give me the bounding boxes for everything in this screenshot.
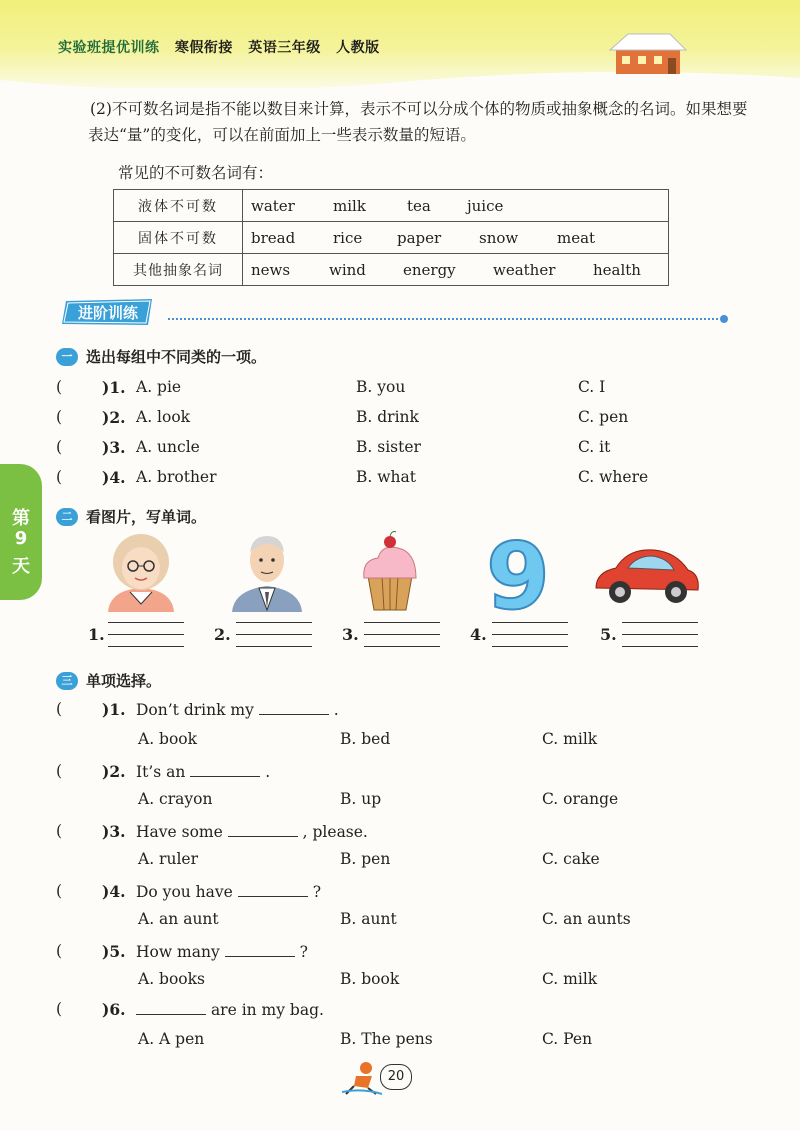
question-stem (136, 882, 321, 901)
part3-heading (56, 670, 161, 691)
part1-question (56, 378, 756, 402)
grandpa-icon (230, 530, 304, 612)
table-words (243, 222, 669, 254)
answer-line[interactable] (492, 634, 568, 635)
table-word: news (251, 260, 291, 279)
part3-question (56, 700, 756, 724)
picture-number: 5. (600, 625, 617, 644)
question-stem (136, 1000, 324, 1019)
question-stem (136, 822, 368, 841)
header-title-1: 寒假衔接 (174, 40, 233, 56)
stem-after: are in my bag. (210, 1001, 324, 1019)
option-b: B. what (356, 468, 416, 486)
option-c: C. it (578, 438, 611, 456)
option-b: B. drink (356, 408, 419, 426)
table-word: health (593, 260, 641, 279)
answer-paren[interactable]: ( (56, 942, 63, 960)
side-tab-text: 第 (12, 508, 30, 529)
question-number: )4. (102, 468, 126, 487)
part1-title: 选出每组中不同类的一项。 (86, 348, 267, 366)
option-b: B. The pens (340, 1030, 433, 1048)
runner-mascot-icon (342, 1060, 382, 1096)
question-number: )4. (102, 882, 126, 901)
day-side-tab (0, 464, 42, 600)
table-word: rice (333, 228, 363, 247)
option-c: C. milk (542, 730, 598, 748)
answer-line[interactable] (236, 634, 312, 635)
answer-line[interactable] (108, 622, 184, 623)
option-b: B. pen (340, 850, 391, 868)
table-category: 其他抽象名词 (114, 254, 243, 286)
answer-line[interactable] (364, 634, 440, 635)
answer-paren[interactable]: ( (56, 468, 63, 486)
option-a: A. ruler (138, 850, 198, 868)
answer-paren[interactable]: ( (56, 822, 63, 840)
question-number: )2. (102, 408, 126, 427)
answer-paren[interactable]: ( (56, 408, 63, 426)
table-row (114, 254, 669, 286)
question-number: )1. (102, 700, 126, 719)
option-b: B. you (356, 378, 406, 396)
part3-number: 三 (56, 672, 78, 690)
stem-before: Do you have (136, 883, 233, 901)
fill-blank[interactable] (238, 882, 308, 897)
part3-options (56, 730, 756, 754)
option-c: C. cake (542, 850, 600, 868)
answer-paren[interactable]: ( (56, 762, 63, 780)
option-a: A. book (138, 730, 198, 748)
table-category: 液体不可数 (114, 190, 243, 222)
side-tab-text: 天 (12, 556, 30, 577)
part1-heading (56, 346, 266, 367)
part3-question (56, 942, 756, 966)
option-c: C. where (578, 468, 649, 486)
option-c: C. orange (542, 790, 619, 808)
part3-title: 单项选择。 (86, 672, 162, 690)
table-word: bread (251, 228, 296, 247)
answer-paren[interactable]: ( (56, 700, 63, 718)
intro-paragraph: (2)不可数名词是指不能以数目来计算，表示不可以分成个体的物质或抽象概念的名词。如果想要表达“量”的变化，可以在前面加上一些表示数量的短语。 (88, 100, 748, 144)
table-category: 固体不可数 (114, 222, 243, 254)
answer-line[interactable] (108, 646, 184, 647)
stem-after: . (265, 763, 271, 781)
answer-paren[interactable]: ( (56, 1000, 63, 1018)
answer-line[interactable] (622, 622, 698, 623)
option-c: C. I (578, 378, 606, 396)
part1-question (56, 408, 756, 432)
header-title-3: 人教版 (336, 40, 380, 56)
part3-question (56, 882, 756, 906)
table-row (114, 190, 669, 222)
stem-before: How many (136, 943, 220, 961)
table-word: paper (397, 228, 442, 247)
option-c: C. pen (578, 408, 629, 426)
option-b: B. sister (356, 438, 421, 456)
house-icon (608, 28, 688, 76)
intro-list-caption: 常见的不可数名词有： (118, 164, 274, 182)
svg-text:9: 9 (486, 530, 550, 616)
table-word: tea (407, 196, 431, 215)
nine-icon (486, 530, 550, 616)
answer-paren[interactable]: ( (56, 378, 63, 396)
stem-after: ? (312, 883, 322, 901)
section-dotted-divider (168, 318, 718, 320)
header-title-2: 英语三年级 (248, 40, 321, 56)
part2-heading (56, 506, 206, 527)
option-c: C. milk (542, 970, 598, 988)
fill-blank[interactable] (228, 822, 298, 837)
table-word: weather (493, 260, 556, 279)
table-word: juice (467, 196, 504, 215)
table-word: milk (333, 196, 366, 215)
option-a: A. uncle (136, 438, 200, 456)
answer-line[interactable] (236, 622, 312, 623)
fill-blank[interactable] (259, 700, 329, 715)
picture-number: 2. (214, 625, 231, 644)
fill-blank[interactable] (190, 762, 260, 777)
table-word: meat (557, 228, 596, 247)
question-stem (136, 700, 339, 719)
answer-line[interactable] (622, 634, 698, 635)
answer-line[interactable] (622, 646, 698, 647)
option-b: B. aunt (340, 910, 397, 928)
fill-blank[interactable] (225, 942, 295, 957)
divider-end-dot (720, 315, 728, 323)
part2-number: 二 (56, 508, 78, 526)
answer-paren[interactable]: ( (56, 882, 63, 900)
header-title (58, 37, 390, 57)
option-a: A. books (138, 970, 205, 988)
question-stem (136, 942, 308, 961)
answer-line[interactable] (364, 646, 440, 647)
table-row (114, 222, 669, 254)
picture-number: 4. (470, 625, 487, 644)
stem-before: It’s an (136, 763, 186, 781)
option-a: A. look (136, 408, 191, 426)
brand-name: 实验班提优训练 (58, 40, 160, 56)
option-c: C. an aunts (542, 910, 631, 928)
answer-line[interactable] (108, 634, 184, 635)
table-word: energy (403, 260, 456, 279)
option-a: A. an aunt (138, 910, 219, 928)
option-b: B. up (340, 790, 382, 808)
part2-title: 看图片，写单词。 (86, 508, 207, 526)
option-a: A. crayon (138, 790, 213, 808)
stem-after: ? (299, 943, 308, 961)
table-words (243, 190, 669, 222)
part3-options (56, 850, 756, 874)
question-number: )1. (102, 378, 126, 397)
stem-before: Don’t drink my (136, 701, 254, 719)
grandma-icon (104, 530, 178, 612)
question-number: )3. (102, 438, 126, 457)
question-stem (136, 762, 270, 781)
cake-icon (358, 530, 422, 612)
page-number: 20 (380, 1064, 412, 1090)
option-c: C. Pen (542, 1030, 593, 1048)
picture-number: 1. (88, 625, 105, 644)
part3-question (56, 762, 756, 786)
question-number: )5. (102, 942, 126, 961)
part3-options (56, 970, 756, 994)
part3-question (56, 822, 756, 846)
question-number: )6. (102, 1000, 126, 1019)
option-b: B. bed (340, 730, 391, 748)
side-tab-text: 9 (14, 528, 28, 549)
answer-line[interactable] (236, 646, 312, 647)
table-word: snow (479, 228, 519, 247)
section-tag-text: 进阶训练 (77, 304, 139, 322)
answer-line[interactable] (492, 622, 568, 623)
table-word: water (251, 196, 295, 215)
part3-options (56, 1030, 756, 1054)
table-words (243, 254, 669, 286)
option-b: B. book (340, 970, 400, 988)
answer-line[interactable] (364, 622, 440, 623)
answer-line[interactable] (492, 646, 568, 647)
stem-before: Have some (136, 823, 223, 841)
car-icon (592, 538, 702, 610)
fill-blank[interactable] (136, 1000, 206, 1015)
question-number: )2. (102, 762, 126, 781)
part3-options (56, 790, 756, 814)
part3-question (56, 1000, 756, 1024)
answer-paren[interactable]: ( (56, 438, 63, 456)
option-a: A. A pen (138, 1030, 205, 1048)
option-a: A. pie (136, 378, 182, 396)
part1-number: 一 (56, 348, 78, 366)
part1-question (56, 468, 756, 492)
section-tag-badge (60, 297, 158, 327)
stem-after: , please. (302, 823, 368, 841)
table-word: wind (329, 260, 366, 279)
part3-options (56, 910, 756, 934)
part1-question (56, 438, 756, 462)
uncountable-noun-table (113, 189, 669, 286)
option-a: A. brother (136, 468, 217, 486)
question-number: )3. (102, 822, 126, 841)
stem-after: . (333, 701, 339, 719)
picture-number: 3. (342, 625, 359, 644)
